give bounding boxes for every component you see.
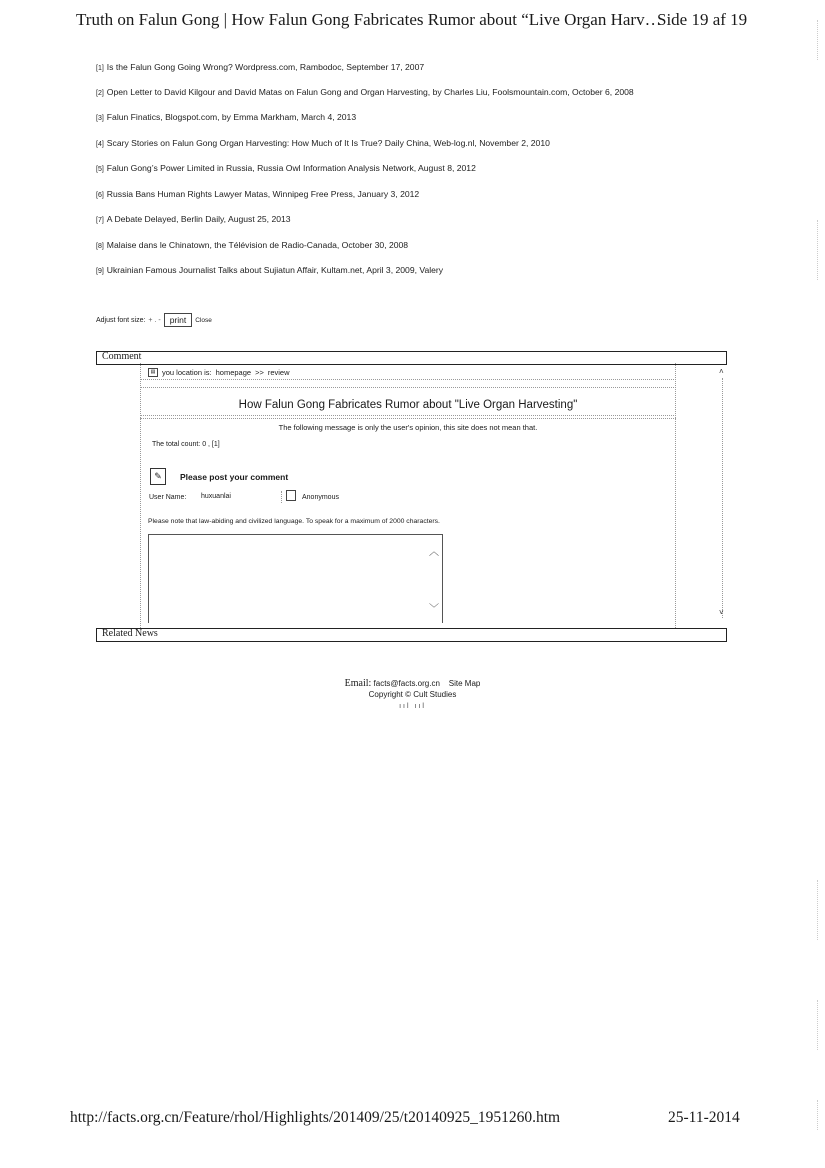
reference-item	[96, 62, 424, 72]
breadcrumb-current: review	[267, 368, 290, 377]
reference-text[interactable]: Falun Gong’s Power Limited in Russia, Russia Owl Information Analysis Network, August 8, 2012	[106, 163, 476, 173]
breadcrumb-prefix: you location is:	[162, 368, 212, 377]
copyright: Copyright © Cult Studies	[368, 690, 457, 699]
site-footer-contact	[0, 678, 825, 689]
print-button[interactable]: print	[164, 313, 193, 327]
reference-text[interactable]: Malaise dans le Chinatown, the Télévision de Radio-Canada, October 30, 2008	[106, 240, 409, 250]
reference-number: [4]	[96, 141, 104, 148]
reference-number: [1]	[96, 65, 104, 72]
reference-number: [3]	[96, 115, 104, 122]
reference-text[interactable]: Russia Bans Human Rights Lawyer Matas, Winnipeg Free Press, January 3, 2012	[106, 189, 420, 199]
page-url: http://facts.org.cn/Feature/rhol/Highlights/201409/25/t20140925_1951260.htm	[70, 1109, 561, 1126]
comment-textarea[interactable]	[148, 534, 443, 623]
anonymous-checkbox[interactable]	[286, 490, 296, 501]
reference-number: [5]	[96, 166, 104, 173]
comment-page-title: How Falun Gong Fabricates Rumor about "Live Organ Harvesting"	[238, 399, 578, 411]
reference-text[interactable]: Falun Finatics, Blogspot.com, by Emma Markham, March 4, 2013	[106, 112, 357, 122]
reference-text[interactable]: Ukrainian Famous Journalist Talks about Sujiatun Affair, Kultam.net, April 3, 2009, Valery	[106, 265, 444, 275]
username-input[interactable]: huxuanlai	[198, 491, 282, 503]
reference-item	[96, 189, 419, 199]
reference-number: [7]	[96, 217, 104, 224]
footer-mark: ııl ııl	[399, 703, 426, 710]
related-news-header	[96, 628, 727, 642]
opinion-disclaimer: The following message is only the user's opinion, this site does not mean that.	[278, 423, 538, 432]
reference-number: [9]	[96, 268, 104, 275]
breadcrumb-separator: >>	[255, 368, 264, 377]
font-adjust-label: Adjust font size:	[96, 316, 146, 324]
page-number: Side 19 af 19	[657, 10, 748, 29]
post-comment-heading: Please post your comment	[180, 472, 289, 482]
comment-total-count: The total count: 0 , [1]	[152, 441, 220, 448]
font-adjust-bar	[96, 313, 212, 327]
document-title: Truth on Falun Gong | How Falun Gong Fabricates Rumor about “Live Organ Harv…	[76, 10, 662, 29]
related-news-label: Related News	[102, 628, 158, 639]
reference-number: [6]	[96, 192, 104, 199]
scroll-up-icon[interactable]: ︿	[429, 547, 439, 558]
reference-item	[96, 163, 476, 173]
reference-number: [2]	[96, 90, 104, 97]
close-link[interactable]: Close	[195, 316, 212, 324]
post-comment-icon: ✎	[150, 468, 166, 485]
site-map-link[interactable]: Site Map	[448, 679, 481, 688]
reference-number: [8]	[96, 243, 104, 250]
reference-item	[96, 214, 291, 224]
location-icon: ▤	[148, 368, 158, 377]
comment-rules-note: Please note that law-abiding and civilized language. To speak for a maximum of 2000 characters.	[148, 518, 440, 525]
frame-scroll-down-icon[interactable]: ˅	[719, 608, 724, 617]
reference-text[interactable]: Scary Stories on Falun Gong Organ Harvesting: How Much of It Is True? Daily China, Web-log.nl, November 2, 2010	[106, 138, 550, 148]
reference-text[interactable]: A Debate Delayed, Berlin Daily, August 25, 2013	[106, 214, 291, 224]
email-link[interactable]: facts@facts.org.cn	[373, 679, 440, 688]
breadcrumb-home[interactable]: homepage	[215, 368, 252, 377]
font-size-controls[interactable]: + . -	[148, 316, 161, 324]
reference-item	[96, 112, 356, 122]
reference-item	[96, 265, 443, 275]
username-label: User Name:	[149, 494, 187, 501]
scroll-down-icon[interactable]: ﹀	[429, 604, 439, 615]
print-date: 25-11-2014	[668, 1109, 740, 1126]
reference-text[interactable]: Is the Falun Gong Going Wrong? Wordpress.com, Rambodoc, September 17, 2007	[106, 62, 425, 72]
reference-item	[96, 138, 550, 148]
comment-section-label: Comment	[102, 351, 142, 362]
reference-text[interactable]: Open Letter to David Kilgour and David Matas on Falun Gong and Organ Harvesting, by Charles Liu, Foolsmountain.com, October 6, 2008	[106, 87, 634, 97]
frame-scroll-up-icon[interactable]: ˄	[719, 367, 724, 376]
reference-item	[96, 240, 408, 250]
reference-item	[96, 87, 634, 97]
email-label: Email:	[344, 678, 372, 689]
anonymous-label: Anonymous	[302, 494, 339, 501]
breadcrumb	[148, 368, 290, 377]
